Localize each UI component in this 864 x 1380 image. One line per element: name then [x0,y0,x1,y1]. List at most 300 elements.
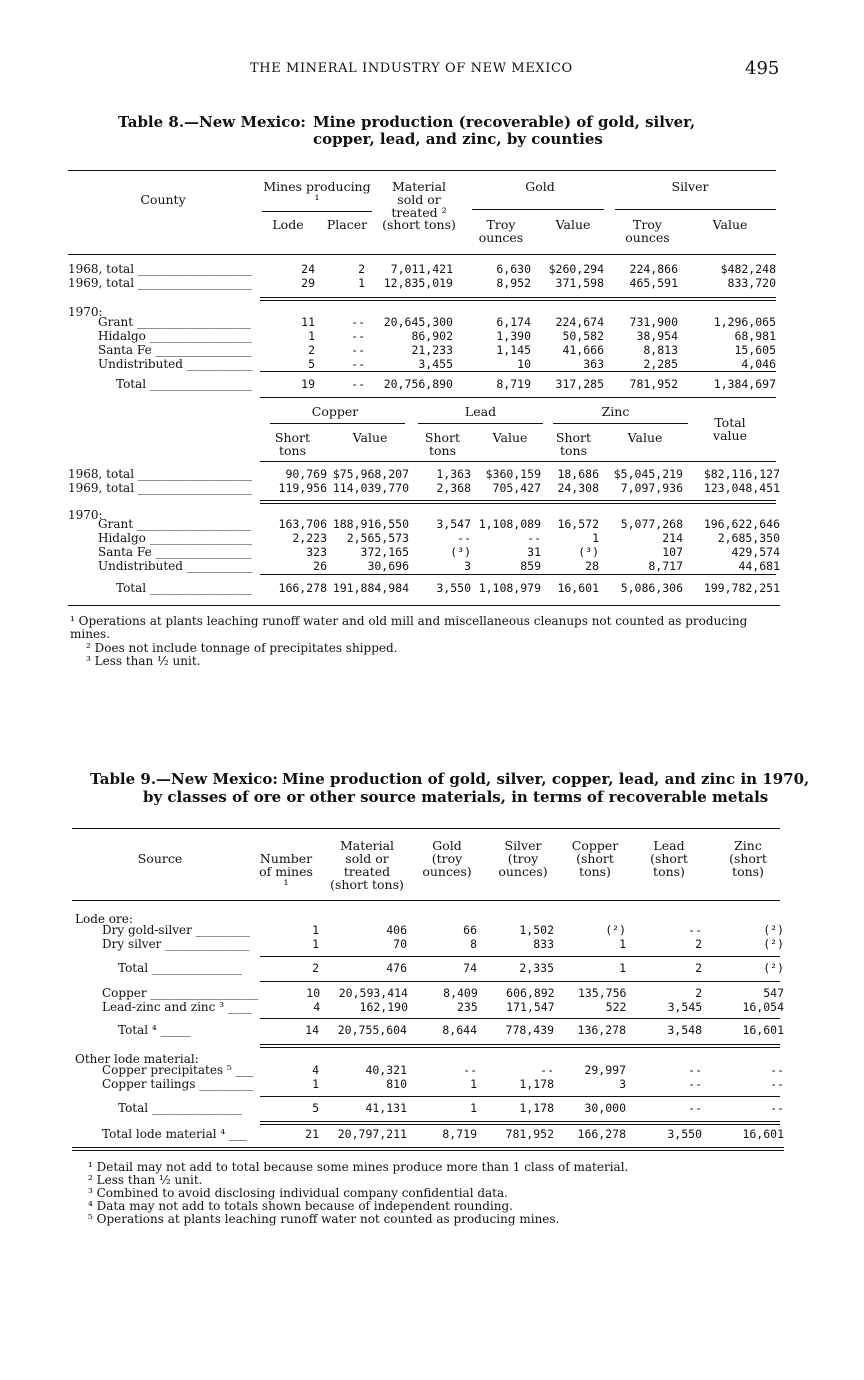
t8-head-zinc: Zinc [601,404,630,419]
t8-rule-g [260,503,776,504]
table9-grand-total [72,1128,784,1142]
cell-value: 1 [619,937,626,951]
cell-value: 8,719 [442,1127,477,1141]
cell-value: 235 [457,1000,478,1014]
cell-value: 3,547 [436,517,471,531]
row-label: Dry silver ______________ [102,937,250,951]
cell-value: $82,116,127 [703,467,780,481]
total-row [72,1024,784,1038]
cell-value: 28 [585,559,599,573]
t8-rule-h [260,574,776,575]
cell-value: 119,956 [278,481,327,495]
t8-footnote-1: ¹ Operations at plants leaching runoff water and old mill and miscellaneous cleanups not counted as producing mines. [70,614,748,641]
row-label: Total _______________ [118,961,242,975]
page-number: 495 [745,58,780,79]
table8-part1 [68,263,776,291]
t9-lode-ore: Lode ore: [75,912,133,926]
cell-value: 162,190 [359,1000,408,1014]
cell-value: 70 [393,937,407,951]
cell-value: 2 [308,343,315,357]
t8-rule-copper [270,423,405,424]
t9-head-lead: Lead (short tons) [650,838,688,879]
row-label: Undistributed ___________ [98,559,253,573]
t9-other-lode: Other lode material: [75,1052,199,1066]
cell-value: 2 [695,986,703,1000]
cell-value: 5 [312,1101,319,1115]
row-label: Total _______________ [118,1101,242,1115]
cell-value: 2 [695,937,702,951]
table9-group3 [72,1064,784,1092]
cell-value: 810 [386,1077,407,1091]
cell-value: 224,866 [629,262,678,276]
t8-head-silver: Silver [671,179,709,194]
cell-value: 41,131 [365,1101,407,1115]
cell-value: 30,000 [584,1101,626,1115]
t8-head-pb-value: Value [492,430,528,445]
cell-value: (³) [578,545,599,559]
t8-head-gold-troy: Troy ounces [478,217,524,245]
table9-group2 [72,987,784,1015]
t8-year-1970-b: 1970: [68,508,103,522]
row-label: Grant ___________________ [98,315,251,329]
cell-value: 1 [358,276,365,290]
cell-value: 1,296,065 [713,315,776,329]
cell-value: 8,813 [643,343,678,357]
table-row [72,924,784,938]
cell-value: 18,686 [557,467,599,481]
cell-value: 29,997 [584,1063,626,1077]
cell-value: 5,077,268 [620,517,683,531]
cell-value: -- [688,923,702,937]
cell-value: (²) [763,923,784,937]
cell-value: (²) [763,937,784,951]
cell-value: 50,582 [562,329,604,343]
cell-value: 317,285 [555,377,604,391]
cell-value: 20,756,890 [383,377,453,391]
table-row [68,560,780,574]
cell-value: 1,384,697 [713,377,776,391]
cell-value: 8,644 [442,1023,477,1037]
cell-value: 2,285 [643,357,678,371]
table8-title-text: Mine production (recoverable) of gold, silver, copper, lead, and zinc, by counties [313,113,696,148]
cell-value: 833,720 [727,276,776,290]
t8-rule-silver [615,209,776,210]
t8-head-pb-tons: Short tons [424,430,461,458]
t8-rule-d [260,397,776,398]
cell-value: 188,916,550 [332,517,409,531]
cell-value: 3,455 [418,357,453,371]
t9-footnote-2: ² Less than ½ unit. [88,1173,203,1187]
t8-rule-b [260,300,776,301]
cell-value: -- [351,329,365,343]
t8-footnote-3: ³ Less than ½ unit. [86,654,201,668]
cell-value: $260,294 [548,262,604,276]
cell-value: 214 [662,531,683,545]
table-row [68,546,780,560]
table-row [68,532,780,546]
t9-footnote-4: ⁴ Data may not add to totals shown because of independent rounding. [88,1199,513,1213]
t8-head-silver-troy: Troy ounces [625,217,670,245]
row-label: Dry gold-silver _________ [102,923,250,937]
cell-value: 1 [470,1101,477,1115]
cell-value: 2 [358,262,365,276]
cell-value: (²) [763,961,784,975]
cell-value: 3,550 [436,581,471,595]
t8-head-cu-value: Value [352,430,388,445]
table8-part1-counties [68,316,776,372]
t8-head-zn-value: Value [627,430,663,445]
cell-value: 1,178 [519,1101,554,1115]
cell-value: 107 [662,545,683,559]
cell-value: 86,902 [411,329,453,343]
cell-value: -- [351,357,365,371]
cell-value: 606,892 [506,986,555,1000]
cell-value: -- [527,531,541,545]
cell-value: (²) [605,923,626,937]
table-row [68,358,776,372]
cell-value: $5,045,219 [613,467,683,481]
cell-value: 2,685,350 [717,531,780,545]
cell-value: 16,601 [557,581,599,595]
cell-value: 1,390 [496,329,531,343]
t8-rule-zinc [553,423,688,424]
row-label: Lead-zinc and zinc ³ ____ [102,1000,252,1014]
cell-value: 3 [464,559,471,573]
cell-value: 16,054 [742,1000,784,1014]
cell-value: 8 [470,937,477,951]
t8-head-mines: Mines producing ¹ [263,179,371,207]
cell-value: 123,048,451 [703,481,780,495]
table-row [68,263,776,277]
cell-value: 1 [592,531,599,545]
t9-rule-f [260,1096,780,1097]
cell-value: 7,097,936 [620,481,683,495]
cell-value: 3,545 [667,1000,703,1014]
cell-value: 40,321 [365,1063,407,1077]
cell-value: 44,681 [738,559,780,573]
table8-title-prefix: Table 8.—New Mexico: [118,113,306,131]
row-label: Copper tailings _________ [102,1077,254,1091]
t8-head-cu-tons: Short tons [274,430,311,458]
cell-value: 166,278 [577,1127,626,1141]
row-label: Hidalgo _________________ [98,531,252,545]
cell-value: 2,223 [292,531,327,545]
cell-value: 224,674 [555,315,604,329]
cell-value: 66 [463,923,477,937]
row-label: 1969, total ___________________ [68,276,252,290]
cell-value: (³) [450,545,471,559]
t9-bottom-rule-b [72,1150,784,1151]
cell-value: 833 [533,937,554,951]
cell-value: 74 [463,961,477,975]
table9-title-line1: Mine production of gold, silver, copper, lead, and zinc in 1970, [282,770,810,788]
cell-value: 547 [763,986,784,1000]
cell-value: -- [540,1063,554,1077]
cell-value: 163,706 [278,517,327,531]
t8-head-placer: Placer [326,217,368,232]
cell-value: 20,755,604 [337,1023,407,1037]
total-row [68,378,776,392]
running-header: THE MINERAL INDUSTRY OF NEW MEXICO [250,61,573,76]
cell-value: $75,968,207 [332,467,409,481]
table9-group1-total [72,962,784,976]
cell-value: 8,717 [648,559,683,573]
table-row [68,277,776,291]
table8-part2-total [68,582,780,596]
cell-value: 4,046 [741,357,776,371]
table8-part2 [68,468,780,496]
cell-value: 372,165 [360,545,409,559]
cell-value: 135,756 [577,986,627,1000]
cell-value: 1,178 [519,1077,554,1091]
table-row [72,938,784,952]
t9-head-zinc: Zinc (short tons) [729,838,767,879]
t8-footnote-2: ² Does not include tonnage of precipitates shipped. [86,641,398,655]
cell-value: -- [463,1063,477,1077]
cell-value: 522 [605,1000,627,1014]
t8-rule-c [260,371,776,372]
row-label: Hidalgo _________________ [98,329,252,343]
cell-value: 778,439 [505,1023,554,1037]
cell-value: 1,108,979 [478,581,541,595]
t9-head-gold: Gold (troy ounces) [422,838,472,879]
cell-value: 2 [312,961,319,975]
cell-value: 1,145 [496,343,531,357]
cell-value: 465,591 [629,276,678,290]
table-row [68,330,776,344]
table-row [68,316,776,330]
table-row [68,468,780,482]
cell-value: 10 [517,357,531,371]
t9-rule-g [260,1121,780,1122]
cell-value: 731,900 [629,315,678,329]
row-label: Copper precipitates ⁵ ___ [102,1063,254,1077]
t8-rule-mines [262,211,372,212]
row-label: Grant ___________________ [98,517,251,531]
total-row [72,962,784,976]
table-row [72,1078,784,1092]
row-label: Copper __________________ [102,986,259,1000]
cell-value: 24,308 [557,481,599,495]
table9-group3-total [72,1102,784,1116]
cell-value: 4 [312,1063,319,1077]
cell-value: 4 [313,1000,321,1014]
row-label: Total _________________ [116,377,252,391]
cell-value: $360,159 [485,467,541,481]
t9-rule-b [260,981,780,982]
t9-footnote-1: ¹ Detail may not add to total because some mines produce more than 1 class of material. [88,1160,629,1174]
row-label: Total ⁴ _____ [118,1023,191,1037]
cell-value: 31 [527,545,541,559]
cell-value: 16,601 [742,1127,784,1141]
t8-rule-gold [472,209,604,210]
t8-rule-lead [418,423,543,424]
cell-value: 859 [520,559,541,573]
cell-value: 8,409 [443,986,478,1000]
cell-value: 363 [583,357,604,371]
table8-top-rule [68,170,776,171]
t8-head-lode: Lode [272,217,304,232]
row-label: Santa Fe ________________ [98,545,252,559]
cell-value: 21,233 [411,343,453,357]
cell-value: 2,565,573 [346,531,409,545]
cell-value: 171,547 [506,1000,555,1014]
t9-rule-h [260,1124,780,1125]
cell-value: 20,797,211 [337,1127,407,1141]
t9-footnote-3: ³ Combined to avoid disclosing individual company confidential data. [88,1186,508,1200]
cell-value: -- [351,315,365,329]
cell-value: -- [351,343,365,357]
cell-value: 3,548 [667,1023,702,1037]
cell-value: -- [688,1077,702,1091]
row-label: Total _________________ [116,581,252,595]
cell-value: 68,981 [734,329,776,343]
t9-rule-header-bottom [72,900,780,901]
row-label: 1968, total ___________________ [68,467,252,481]
t8-head-zn-tons: Short tons [555,430,592,458]
t8-head-total-value: Total value [713,415,747,443]
row-label: Undistributed ___________ [98,357,253,371]
cell-value: 196,622,646 [703,517,780,531]
cell-value: 16,572 [557,517,599,531]
cell-value: 136,278 [577,1023,626,1037]
total-row [72,1102,784,1116]
cell-value: 5,086,306 [620,581,683,595]
cell-value: 1,363 [436,467,471,481]
t8-head-copper: Copper [311,404,359,419]
t8-head-silver-value: Value [712,217,748,232]
table9-title-line2: by classes of ore or other source materials, in terms of recoverable metals [143,788,769,806]
table-row [68,518,780,532]
t8-head-short-tons: (short tons) [382,217,456,232]
cell-value: 1 [619,961,626,975]
cell-value: -- [457,531,471,545]
cell-value: 15,605 [734,343,776,357]
row-label: Total lode material ⁴ ___ [102,1127,248,1141]
cell-value: 114,039,770 [332,481,409,495]
cell-value: 21 [305,1127,319,1141]
cell-value: 429,574 [731,545,780,559]
cell-value: 30,696 [367,559,409,573]
t8-head-gold-value: Value [555,217,591,232]
table-row [72,987,784,1001]
cell-value: 1 [308,329,315,343]
cell-value: 41,666 [562,343,604,357]
table9-group1 [72,924,784,952]
t9-rule-e [260,1047,780,1048]
cell-value: 3,550 [667,1127,702,1141]
cell-value: 11 [301,315,315,329]
cell-value: 199,782,251 [703,581,780,595]
cell-value: 1 [312,1077,319,1091]
cell-value: 38,954 [636,329,678,343]
cell-value: 476 [386,961,407,975]
cell-value: 26 [313,559,327,573]
cell-value: 1 [312,923,319,937]
t8-bottom-rule [68,605,780,606]
cell-value: 166,278 [278,581,327,595]
cell-value: 14 [305,1023,319,1037]
t8-rule-a [260,297,776,298]
t8-rule-f [260,500,776,501]
cell-value: 781,952 [629,377,678,391]
cell-value: 6,174 [496,315,531,329]
cell-value: 1 [470,1077,477,1091]
table9-title-prefix: Table 9.—New Mexico: [90,770,278,788]
cell-value: 19 [301,377,315,391]
cell-value: 1,108,089 [478,517,541,531]
cell-value: 781,952 [505,1127,554,1141]
cell-value: -- [688,1101,702,1115]
t8-head-county: County [140,192,186,207]
cell-value: 20,593,414 [338,986,408,1000]
cell-value: 8,952 [496,276,531,290]
cell-value: -- [688,1063,702,1077]
cell-value: 90,769 [285,467,327,481]
cell-value: 1,502 [519,923,554,937]
cell-value: -- [770,1101,784,1115]
t9-rule-d [260,1044,780,1045]
cell-value: 371,598 [555,276,604,290]
t9-head-number: Number of mines ¹ [259,851,313,892]
t8-head-gold: Gold [525,179,555,194]
t8-rule-e [260,461,776,462]
t9-rule-a [260,956,780,957]
cell-value: 2,335 [519,961,554,975]
cell-value: 6,630 [496,262,531,276]
table8-part2-counties [68,518,780,574]
cell-value: 3 [619,1077,626,1091]
cell-value: 705,427 [492,481,541,495]
t9-rule-c [260,1018,780,1019]
row-label: 1968, total ___________________ [68,262,252,276]
table8-part1-total [68,378,776,392]
cell-value: 8,719 [496,377,531,391]
cell-value: 16,601 [742,1023,784,1037]
t9-head-source: Source [137,851,183,866]
cell-value: -- [770,1077,784,1091]
t9-head-copper: Copper (short tons) [571,838,619,879]
cell-value: 24 [301,262,315,276]
table-row [68,482,780,496]
row-label: 1969, total ___________________ [68,481,252,495]
total-row [72,1128,784,1142]
cell-value: 7,011,421 [390,262,453,276]
cell-value: 5 [308,357,315,371]
table9-group2-total [72,1024,784,1038]
t9-head-material: Material sold or treated (short tons) [330,838,404,892]
cell-value: 20,645,300 [383,315,453,329]
cell-value: 12,835,019 [383,276,453,290]
cell-value: 406 [386,923,407,937]
cell-value: 29 [301,276,315,290]
cell-value: -- [770,1063,784,1077]
cell-value: 10 [306,986,321,1000]
cell-value: 2,368 [436,481,471,495]
row-label: Santa Fe ________________ [98,343,252,357]
cell-value: 1 [312,937,319,951]
table-row [68,344,776,358]
cell-value: 323 [306,545,327,559]
cell-value: $482,248 [720,262,776,276]
t8-year-1970: 1970: [68,305,103,319]
t8-head-material: Material sold or treated ² [391,179,447,220]
table-row [72,1001,784,1015]
t8-rule-header-bottom [68,254,776,255]
cell-value: -- [351,377,365,391]
cell-value: 191,884,984 [332,581,409,595]
t9-head-silver: Silver (troy ounces) [498,838,548,879]
